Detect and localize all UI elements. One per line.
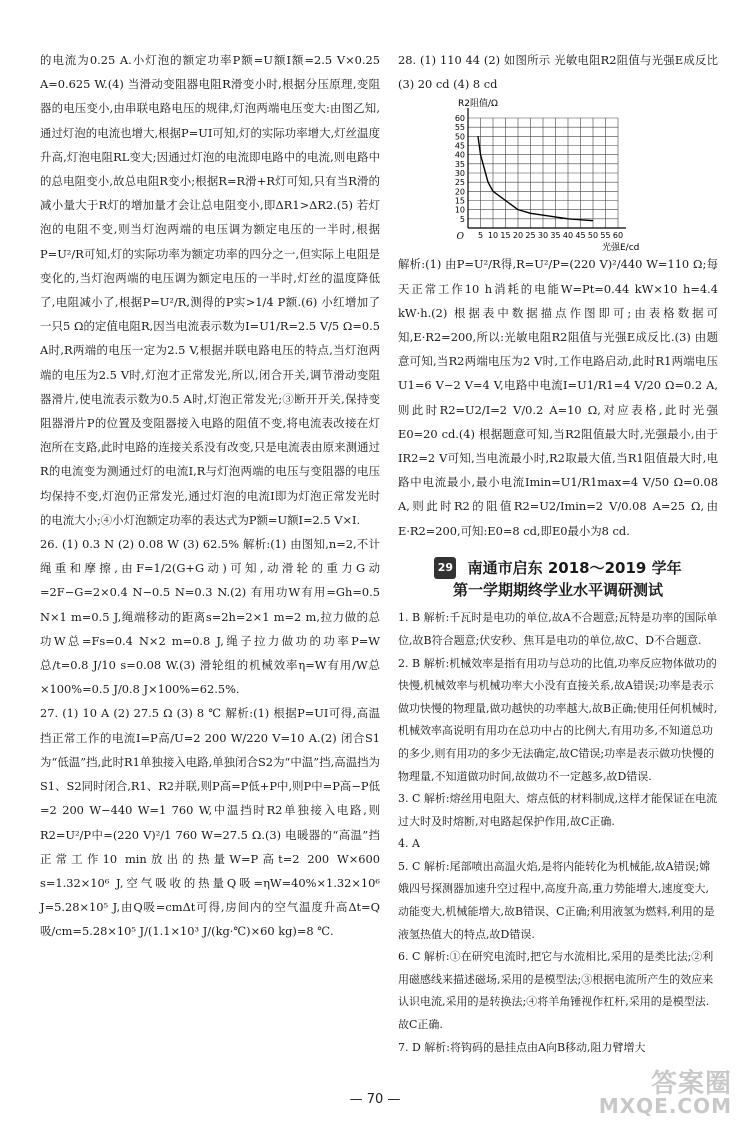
page-number: — 70 — <box>349 1092 401 1107</box>
answer-item-1: 1. B 解析:千瓦时是电功的单位,故A不合题意;瓦特是功率的国际单位,故B符合题意;伏安秒、焦耳是电功的单位,故C、D不合题意. <box>398 611 718 647</box>
section-title-line2: 第一学期期终学业水平调研测试 <box>452 581 663 600</box>
r2-vs-light-chart <box>434 98 640 254</box>
watermark-logo: 答案圈 <box>650 1069 732 1099</box>
x-tick-label: 30 <box>537 231 549 241</box>
chart-svg <box>434 98 640 254</box>
q28-answer-head: 28. (1) 110 44 (2) 如图所示 光敏电阻R2阻值与光强E成反比 (3) 20 cd (4) 8 cd <box>398 53 718 92</box>
x-tick-label: 20 <box>512 231 524 241</box>
right-column <box>398 48 718 1059</box>
answer-item-2: 2. B 解析:机械效率是指有用功与总功的比值,功率反应物体做功的快慢,机械效率与机械功率大小没有直接关系,故A错误;功率是表示做功快慢的物理量,做功越快的功率越大,故B正确;使用任何机械时,机械效率高说明有用功在总功中占的比例大,有用功多,不知道总功的多少,则有用功的多少无法确定,故C错误;功率是表示做功快慢的物理量,不知道做功时间,故做功不一定越多,故D错误. <box>398 656 718 783</box>
y-tick-label: 50 <box>454 132 465 142</box>
y-axis-label: R2阻值/Ω <box>458 99 498 110</box>
site-watermark <box>598 1069 732 1118</box>
x-axis-label: 光强E/cd <box>602 243 640 254</box>
x-tick-label: 10 <box>487 231 499 241</box>
x-tick-label: 25 <box>525 231 536 241</box>
x-tick-label: 45 <box>575 231 586 241</box>
q28-analysis: 解析:(1) 由P=U²/R得,R=U²/P=(220 V)²/440 W=110 Ω;每天正常工作10 h消耗的电能W=Pt=0.44 kW×10 h=4.4 kW·h.(2) 根据表中数据描点作图即可;由表格数据可知,E·R2=200,所以:光敏电阻R2阻值与光强E成反比.(3) 由题意可知,当R2两端电压为2 V时,工作电路启动,此时R1两端电压U1=6 V−2 V=4 V,电路中电流I=U1/R1=4 V/20 Ω=0.2 A,则此时R2=U2/I=2 V/0.2 A=10 Ω,对应表格,此时光强E0=20 cd.(4) 根据题意可知,当R2阻值最大时,光强最小,由于IR2=2 V可知,当电流最小时,R2取最大值,当R1阻值最大时,电路中电流最小,最小电流Imin=U1/R1max=4 V/50 Ω=0.08 A,则此时R2的阻值R2=U2/Imin=2 V/0.08 A=25 Ω,由E·R2=200,可知:E0=8 cd,即E0最小为8 cd. <box>398 257 718 538</box>
x-tick-label: 55 <box>600 231 611 241</box>
y-tick-label: 40 <box>454 151 465 161</box>
watermark-url: MXQE.COM <box>598 1094 732 1118</box>
x-tick-label: 5 <box>477 231 484 241</box>
y-tick-label: 15 <box>454 196 465 206</box>
section-header <box>398 557 718 602</box>
origin-label: O <box>456 232 464 243</box>
paragraph-q25-continued: 的电流为0.25 A.小灯泡的额定功率P额=U额I额=2.5 V×0.25 A=0.625 W.(4) 当滑动变阻器电阻R滑变小时,根据分压原理,变阻器的电压变小,由串联电路电压的规律,灯泡两端电压变大:由图乙知,通过灯泡的电流也增大,根据P=UI可知,灯的实际功率增大,灯丝温度升高,灯泡电阻RL变大;因通过灯泡的电流即电路中的电流,则电路中的总电阻变小,故总电阻R变小;根据R=R滑+R灯可知,只有当R滑的减小量大于R灯的增加量才会让总电阻变小,即ΔR1>ΔR2.(5) 若灯泡的电阻不变,则当灯泡两端的电压调为额定电压的一半时,根据P=U²/R可知,灯的实际功率为额定功率的四分之一,但实际上电阻是变化的,当灯泡两端的电压调为额定电压的一半时,灯丝的温度降低了,电阻减小了,根据P=U²/R,测得的P实>1/4 P额.(6) 小红增加了一只5 Ω的定值电阻R,因当电流表示数为I=U1/R=2.5 V/5 Ω=0.5 A时,R两端的电压一定为2.5 V,根据并联电路电压的特点,当灯泡两端的电压为2.5 V时,灯泡才正常发光,所以,闭合开关,调节滑动变阻器滑片,使电流表示数为0.5 A时,灯泡正常发光;③断开开关,保持变阻器滑片P的位置及变阻器接入电路的阻值不变,将电流表改接在灯泡所在支路,此时电路的连接关系没有改变,只是电流表由原来测通过R的电流变为测通过灯的电流I,R与灯泡两端的电压与变阻器的电压均保持不变,灯泡仍正常发光,通过灯泡的电流I即为灯泡正常发光时的电流大小;④小灯泡额定功率的表达式为P额=U额I=2.5 V×I. <box>40 53 380 527</box>
x-tick-label: 35 <box>550 231 561 241</box>
x-tick-label: 60 <box>612 231 624 241</box>
x-tick-label: 50 <box>587 231 599 241</box>
section-title-line1: 南通市启东 2018～2019 学年 <box>467 558 682 577</box>
answer-list <box>398 607 718 1059</box>
answer-item-6: 6. C 解析:①在研究电流时,把它与水流相比,采用的是类比法;②利用磁感线来描述磁场,采用的是模型法;③根据电流所产生的效应来认识电流,采用的是转换法;④将羊角锤视作杠杆,采用的是模型法.故C正确. <box>398 950 714 1032</box>
answer-item-7: 7. D 解析:将钩码的悬挂点由A向B移动,阻力臂增大 <box>398 1040 646 1054</box>
section-number-badge: 29 <box>434 557 456 579</box>
left-column <box>40 48 380 944</box>
answer-item-3: 3. C 解析:熔丝用电阻大、熔点低的材料制成,这样才能保证在电流过大时及时熔断,对电路起保护作用,故C正确. <box>398 792 718 828</box>
y-tick-label: 10 <box>454 206 465 216</box>
y-tick-label: 30 <box>454 169 465 179</box>
paragraph-q26: 26. (1) 0.3 N (2) 0.08 W (3) 62.5% 解析:(1) 由图知,n=2,不计绳重和摩擦,由F=1/2(G+G动)可知,动滑轮的重力G动=2F−G=2×0.4 N−0.5 N=0.3 N.(2) 有用功W有用=Gh=0.5 N×1 m=0.5 J,绳端移动的距离s=2h=2×1 m=2 m,拉力做的总功W总=Fs=0.4 N×2 m=0.8 J,绳子拉力做功的功率P=W总/t=0.8 J/10 s=0.08 W.(3) 滑轮组的机械效率η=W有用/W总×100%=0.5 J/0.8 J×100%=62.5%. <box>40 537 380 697</box>
answer-item-5: 5. C 解析:尾部喷出高温火焰,是将内能转化为机械能,故A错误;嫦娥四号探测器加速升空过程中,高度升高,重力势能增大,速度变大,动能变大,机械能增大,故B错误、C正确;利用液氢为燃料,利用的是液氢热值大的特点,故D错误. <box>398 859 715 941</box>
y-tick-label: 25 <box>454 178 465 188</box>
y-tick-label: 45 <box>454 141 465 151</box>
y-tick-label: 20 <box>454 187 465 197</box>
y-tick-label: 60 <box>454 114 465 124</box>
paragraph-q27: 27. (1) 10 A (2) 27.5 Ω (3) 8 ℃ 解析:(1) 根据P=UI可得,高温挡正常工作的电流I=P高/U=2 200 W/220 V=10 A.(2) 闭合S1为“低温”挡,此时R1单独接入电路,单独闭合S2为“中温”挡,高温挡为S1、S2同时闭合,R1、R2并联,则P高=P低+P中,则P中=P高−P低=2 200 W−440 W=1 760 W,中温挡时R2单独接入电路,则R2=U²/P中=(220 V)²/1 760 W=27.5 Ω.(3) 电暖器的“高温”挡正常工作10 min放出的热量W=P高t=2 200 W×600 s=1.32×10⁶ J,空气吸收的热量Q吸=ηW=40%×1.32×10⁶ J=5.28×10⁵ J,由Q吸=cmΔt可得,房间内的空气温度升高Δt=Q吸/cm=5.28×10⁵ J/(1.1×10³ J/(kg·℃)×60 kg)=8 ℃. <box>40 706 380 939</box>
x-tick-label: 15 <box>500 231 511 241</box>
y-tick-label: 5 <box>459 215 465 225</box>
y-tick-label: 35 <box>454 160 465 170</box>
y-tick-label: 55 <box>454 123 465 133</box>
series-line <box>478 137 593 221</box>
x-tick-label: 40 <box>562 231 574 241</box>
answer-item-4: 4. A <box>398 837 420 851</box>
